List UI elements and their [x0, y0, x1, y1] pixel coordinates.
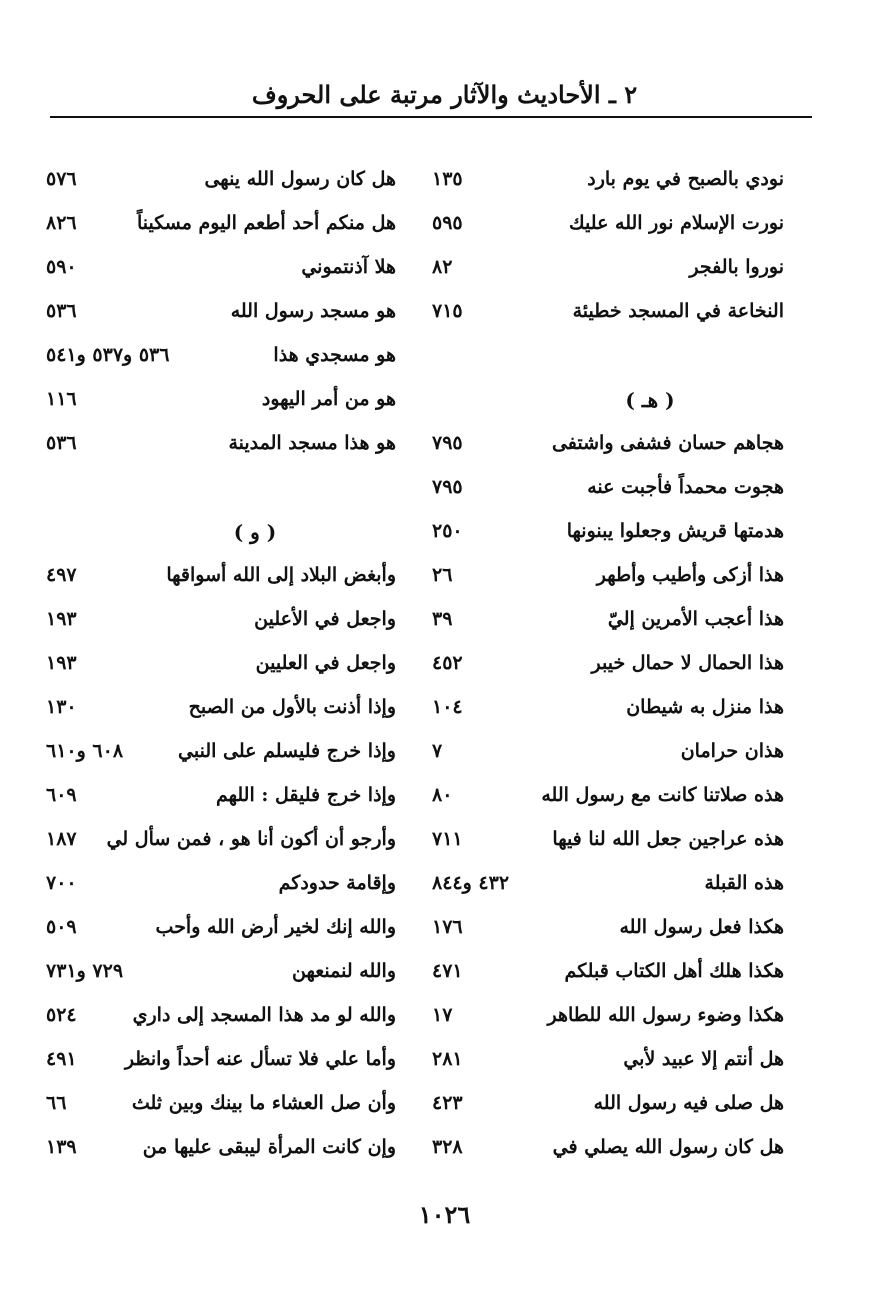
index-entry	[432, 1004, 784, 1036]
index-entry	[432, 1136, 784, 1168]
entry-page: ٤٣٢ و٨٤٤	[432, 872, 510, 894]
entry-page: ٤٩٧	[46, 564, 77, 586]
entry-page: ٥٣٦ و٥٣٧ و٥٤١	[46, 344, 170, 366]
entry-page: ٥٢٤	[46, 1004, 77, 1026]
entry-page: ١١٦	[46, 388, 77, 410]
entry-text: هل كان رسول الله يصلي في	[552, 1136, 784, 1158]
entry-text: واجعل في الأعلين	[254, 608, 396, 630]
index-entry	[46, 872, 396, 904]
entry-text: هكذا هلك أهل الكتاب قبلكم	[564, 960, 784, 982]
entry-page: ٣٢٨	[432, 1136, 463, 1158]
index-entry	[432, 828, 784, 860]
entry-page: ٤٩١	[46, 1048, 77, 1070]
entry-text: هذه القبلة	[704, 872, 784, 894]
entry-text: هل منكم أحد أطعم اليوم مسكيناً	[137, 212, 396, 234]
entry-text: وإذا أذنت بالأول من الصبح	[188, 696, 396, 718]
index-entry	[46, 740, 396, 772]
entry-text: هو من أمر اليهود	[261, 388, 396, 410]
index-entry	[46, 388, 396, 420]
section-heading-waw: ( و )	[233, 520, 277, 544]
index-entry	[46, 1004, 396, 1036]
entry-page: ١٧٦	[432, 916, 463, 938]
index-entry	[432, 564, 784, 596]
entry-page: ٦٠٩	[46, 784, 77, 806]
entry-text: وأرجو أن أكون أنا هو ، فمن سأل لي	[106, 828, 396, 850]
entry-page: ٥٩٠	[46, 256, 77, 278]
entry-page: ٥٠٩	[46, 916, 77, 938]
index-entry	[432, 476, 784, 508]
entry-text: هذا أزكى وأطيب وأطهر	[596, 564, 784, 586]
entry-text: وإذا خرج فليقل : اللهم	[215, 784, 396, 806]
entry-text: هجوت محمداً فأجبت عنه	[587, 476, 784, 498]
entry-page: ١٣٥	[432, 168, 463, 190]
entry-page: ٥٧٦	[46, 168, 77, 190]
index-entry	[46, 916, 396, 948]
entry-page: ٧١٥	[432, 300, 463, 322]
entry-page: ٦٠٨ و٦١٠	[46, 740, 124, 762]
index-entry	[432, 784, 784, 816]
entry-page: ٢٥٠	[432, 520, 463, 542]
index-entry	[432, 960, 784, 992]
entry-text: هل كان رسول الله ينهى	[204, 168, 396, 190]
index-entry	[432, 300, 784, 332]
entry-page: ٦٦	[46, 1092, 67, 1114]
index-entry	[432, 1048, 784, 1080]
entry-text: وإن كانت المرأة ليبقى عليها من	[142, 1136, 396, 1158]
entry-page: ٥٣٦	[46, 300, 77, 322]
entry-text: هذان حرامان	[680, 740, 784, 762]
page-header-title: ٢ ـ الأحاديث والآثار مرتبة على الحروف	[251, 80, 638, 109]
entry-page: ١٣٠	[46, 696, 77, 718]
entry-page: ٧٢٩ و٧٣١	[46, 960, 124, 982]
index-entry	[432, 916, 784, 948]
entry-text: النخاعة في المسجد خطيئة	[572, 300, 784, 322]
entry-page: ١٠٤	[432, 696, 463, 718]
entry-page: ٨٢	[432, 256, 453, 278]
index-entry	[432, 696, 784, 728]
entry-text: نوروا بالفجر	[689, 256, 784, 278]
entry-page: ٧١١	[432, 828, 463, 850]
index-entry	[432, 212, 784, 244]
entry-text: هذا منزل به شيطان	[626, 696, 784, 718]
entry-page: ١٧	[432, 1004, 453, 1026]
entry-text: هجاهم حسان فشفى واشتفى	[551, 432, 784, 454]
entry-text: وأما علي فلا تسأل عنه أحداً وانظر	[124, 1048, 396, 1070]
entry-page: ٥٣٦	[46, 432, 77, 454]
index-entry	[46, 564, 396, 596]
entry-page: ٧٠٠	[46, 872, 77, 894]
entry-page: ٢٨١	[432, 1048, 463, 1070]
entry-text: وأن صل العشاء ما بينك وبين ثلث	[131, 1092, 396, 1114]
entry-page: ٤٢٣	[432, 1092, 463, 1114]
entry-text: هكذا فعل رسول الله	[619, 916, 784, 938]
section-heading-ha: ( هـ )	[625, 388, 675, 412]
header-rule	[50, 116, 812, 118]
entry-page: ٤٧١	[432, 960, 463, 982]
entry-text: هو هذا مسجد المدينة	[228, 432, 396, 454]
entry-text: والله لنمنعهن	[292, 960, 396, 982]
entry-text: واجعل في العليين	[255, 652, 396, 674]
entry-page: ٥٩٥	[432, 212, 463, 234]
entry-page: ١٩٣	[46, 652, 77, 674]
index-entry	[432, 168, 784, 200]
index-entry	[432, 740, 784, 772]
index-entry	[432, 872, 784, 904]
entry-text: هذا الحمال لا حمال خيبر	[591, 652, 784, 674]
entry-text: هذه صلاتنا كانت مع رسول الله	[541, 784, 784, 806]
index-entry	[46, 212, 396, 244]
entry-text: والله لو مد هذا المسجد إلى داري	[132, 1004, 396, 1026]
index-entry	[432, 608, 784, 640]
entry-text: هلا آذنتموني	[301, 256, 396, 278]
index-entry	[432, 256, 784, 288]
entry-text: نودي بالصبح في يوم بارد	[587, 168, 784, 190]
entry-text: هكذا وضوء رسول الله للطاهر	[547, 1004, 784, 1026]
entry-page: ٤٥٢	[432, 652, 463, 674]
entry-text: هل صلى فيه رسول الله	[593, 1092, 784, 1114]
entry-page: ٧	[432, 740, 443, 762]
index-entry	[46, 344, 396, 376]
index-entry	[46, 432, 396, 464]
entry-text: هذا أعجب الأمرين إليّ	[607, 608, 784, 630]
index-entry	[432, 1092, 784, 1124]
index-entry	[46, 1092, 396, 1124]
entry-text: وإقامة حدودكم	[278, 872, 396, 894]
index-entry	[46, 652, 396, 684]
index-entry	[432, 652, 784, 684]
entry-page: ٧٩٥	[432, 432, 463, 454]
entry-text: نورت الإسلام نور الله عليك	[569, 212, 784, 234]
entry-page: ٨٠	[432, 784, 453, 806]
index-entry	[46, 960, 396, 992]
entry-text: هل أنتم إلا عبيد لأبي	[623, 1048, 784, 1070]
index-entry	[46, 784, 396, 816]
entry-page: ٨٢٦	[46, 212, 77, 234]
entry-text: وإذا خرج فليسلم على النبي	[178, 740, 396, 762]
entry-page: ٢٦	[432, 564, 453, 586]
index-entry	[432, 520, 784, 552]
index-entry	[432, 432, 784, 464]
entry-text: والله إنك لخير أرض الله وأحب	[155, 916, 396, 938]
index-entry	[46, 828, 396, 860]
index-entry	[46, 256, 396, 288]
index-entry	[46, 168, 396, 200]
page-number: ١٠٢٦	[418, 1200, 471, 1229]
index-entry	[46, 696, 396, 728]
entry-page: ١٨٧	[46, 828, 77, 850]
index-entry	[46, 1048, 396, 1080]
entry-page: ٣٩	[432, 608, 453, 630]
entry-text: هو مسجدي هذا	[273, 344, 396, 366]
index-entry	[46, 1136, 396, 1168]
index-entry	[46, 300, 396, 332]
index-entry	[46, 608, 396, 640]
entry-text: هدمتها قريش وجعلوا يبنونها	[566, 520, 784, 542]
entry-text: هو مسجد رسول الله	[230, 300, 396, 322]
entry-page: ١٣٩	[46, 1136, 77, 1158]
entry-text: وأبغض البلاد إلى الله أسواقها	[166, 564, 396, 586]
entry-text: هذه عراجين جعل الله لنا فيها	[552, 828, 784, 850]
entry-page: ١٩٣	[46, 608, 77, 630]
entry-page: ٧٩٥	[432, 476, 463, 498]
